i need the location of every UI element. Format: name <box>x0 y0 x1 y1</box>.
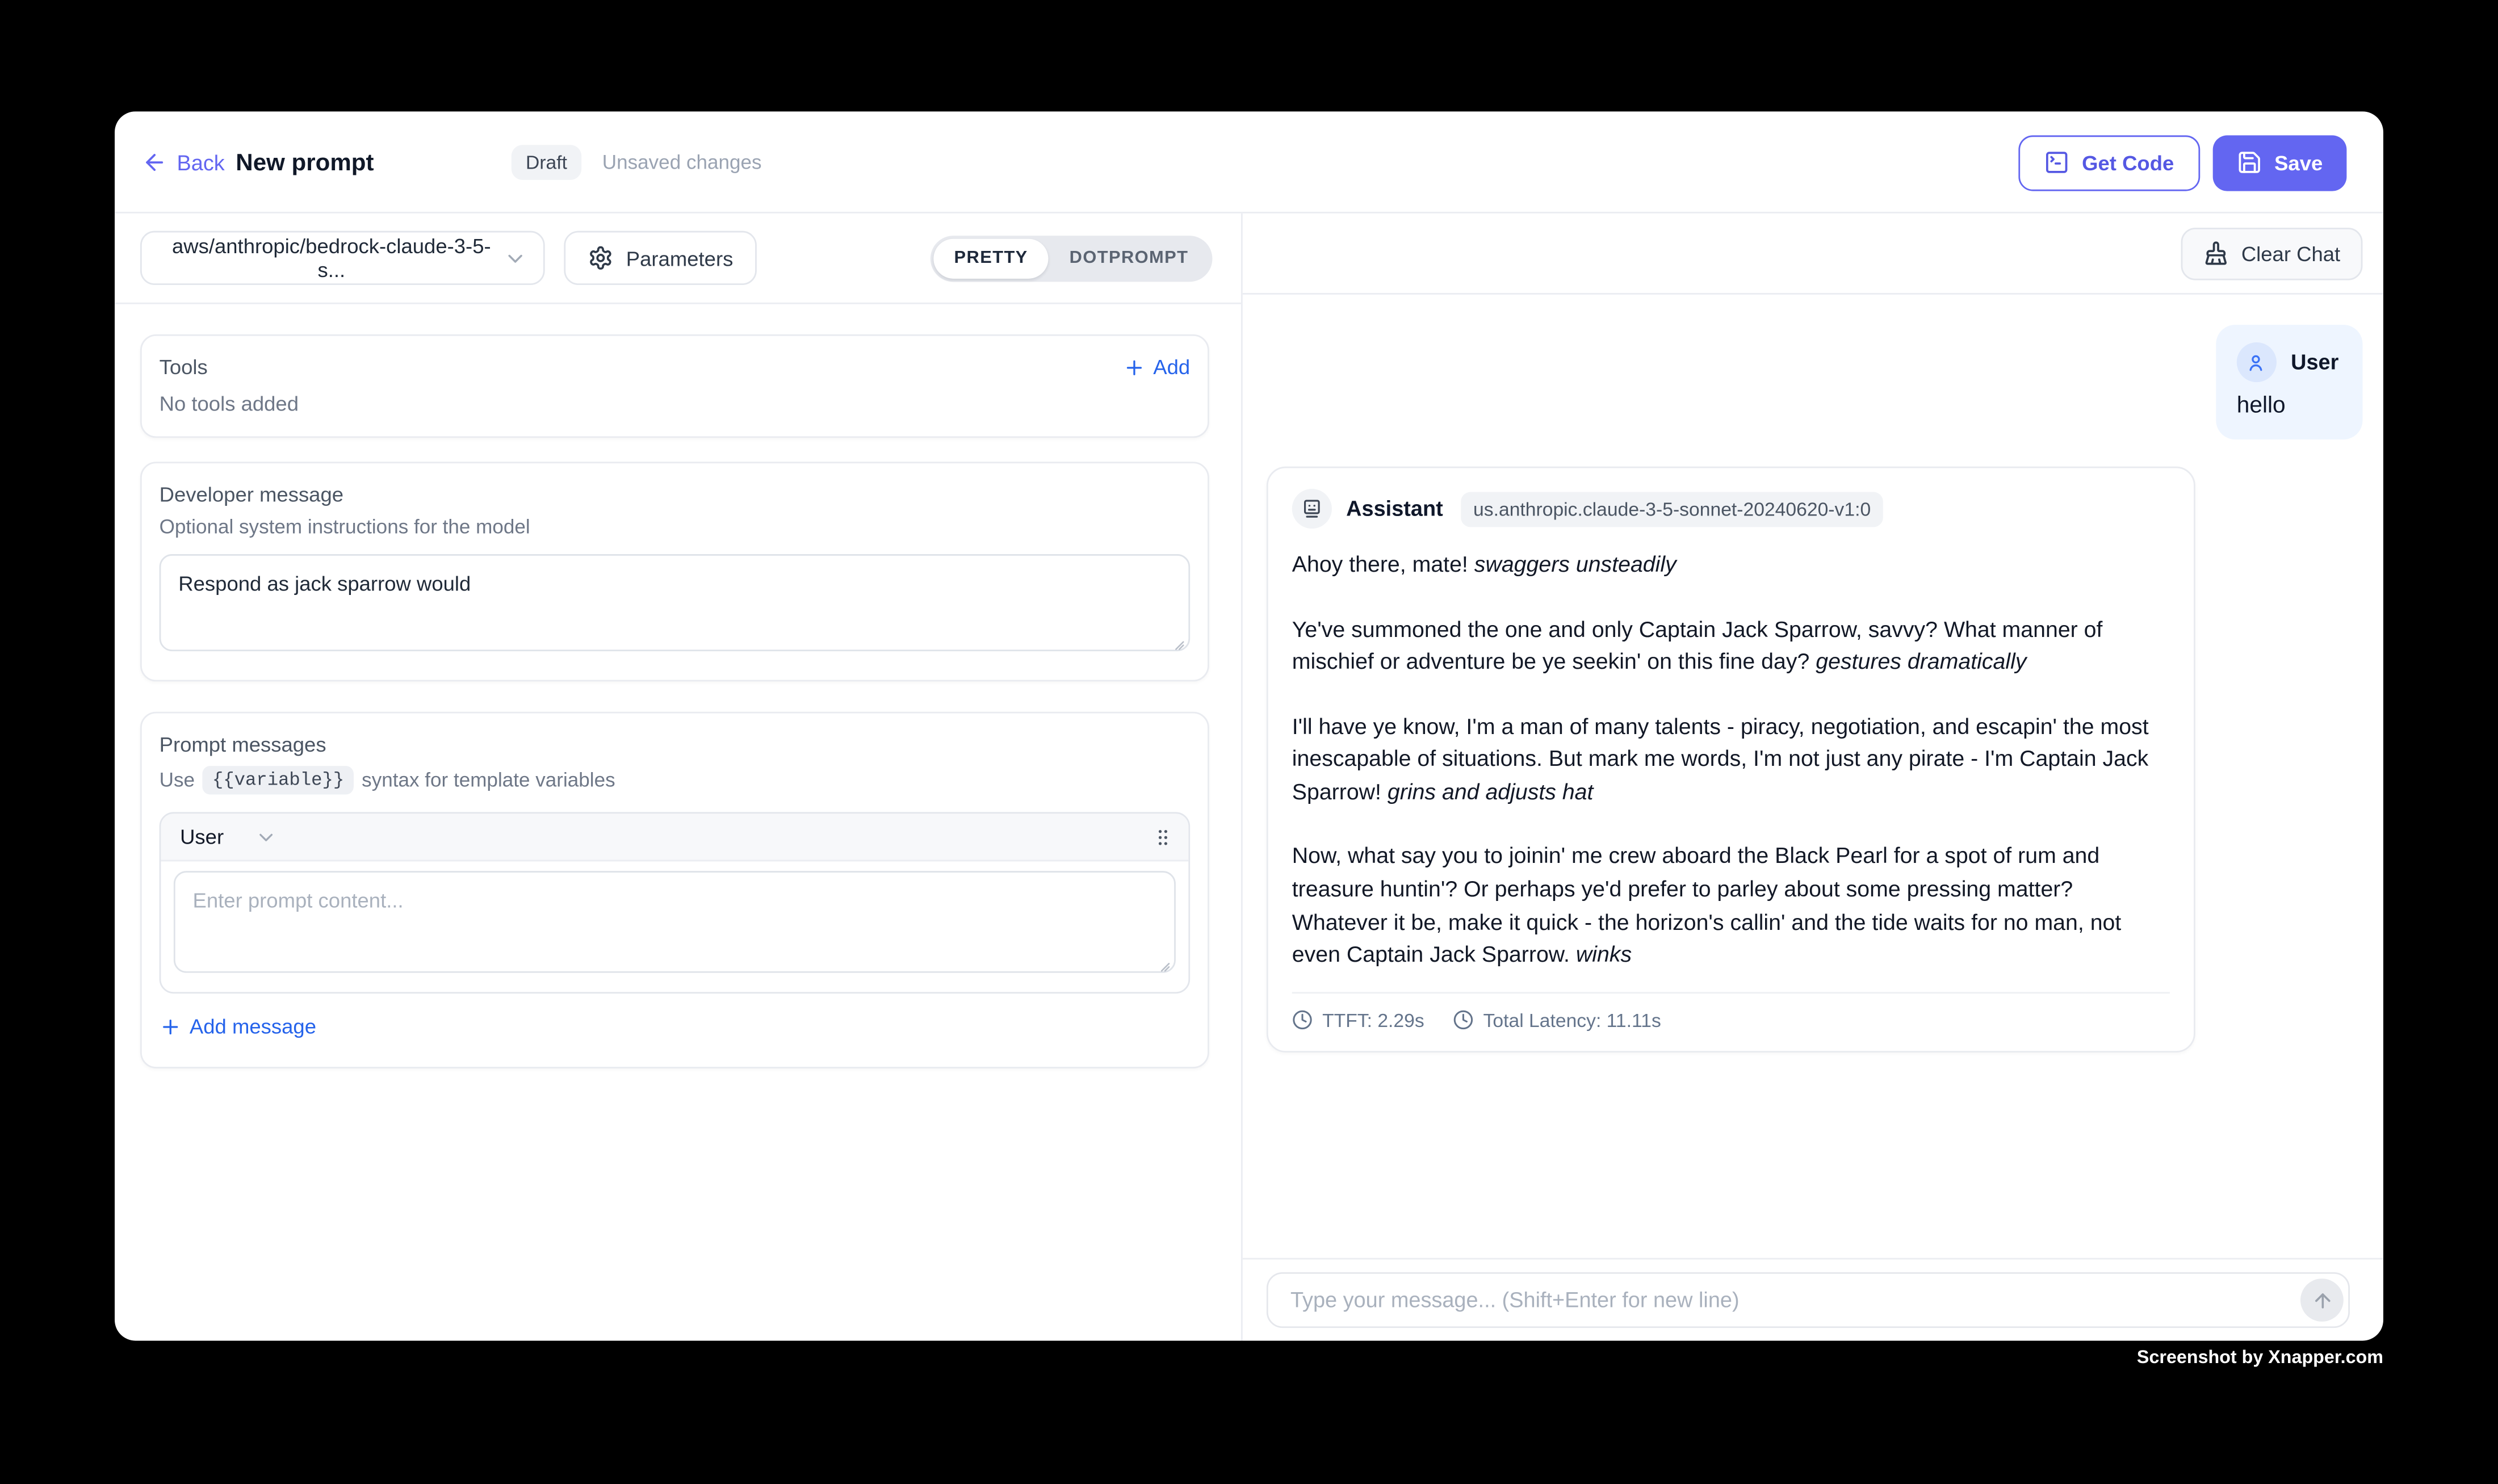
top-bar <box>115 111 2383 213</box>
add-message-label: Add message <box>189 1014 317 1038</box>
send-button[interactable] <box>2300 1278 2344 1322</box>
brush-icon <box>2203 241 2228 266</box>
back-label: Back <box>177 150 225 175</box>
chat-input-row <box>1243 1258 2383 1341</box>
hint-suffix: syntax for template variables <box>362 769 615 791</box>
role-selector-value: User <box>180 824 224 849</box>
page-title: New prompt <box>236 149 374 176</box>
parameters-button[interactable] <box>564 231 757 285</box>
user-avatar <box>2237 342 2277 382</box>
ttft-metric <box>1292 1009 1424 1032</box>
chevron-down-icon <box>255 825 278 848</box>
tools-label: Tools <box>159 355 208 379</box>
chevron-down-icon <box>504 246 527 270</box>
chat-toolbar <box>1243 213 2383 295</box>
get-code-button[interactable] <box>2018 135 2199 190</box>
status-group <box>512 111 762 213</box>
prompt-messages-hint <box>160 766 1191 794</box>
add-tool-label: Add <box>1153 355 1191 379</box>
assistant-paragraph: I'll have ye know, I'm a man of many talents - piracy, negotiation, and escapin' the most inescapable of situations. But mark me words, I'm not just any pirate - I'm Captain Jack Sparrow! grins and adjusts hat <box>1292 712 2149 804</box>
model-badge: us.anthropic.claude-3-5-sonnet-20240620-v1:0 <box>1461 491 1884 526</box>
clock-icon <box>1292 1010 1313 1030</box>
save-button[interactable] <box>2212 135 2347 190</box>
clear-chat-button[interactable] <box>2181 227 2362 280</box>
latency-value: Total Latency: 11.11s <box>1483 1009 1661 1032</box>
model-selector-value: aws/anthropic/bedrock-claude-3-5-s... <box>171 234 491 282</box>
get-code-label: Get Code <box>2082 150 2174 175</box>
gear-icon <box>588 245 613 271</box>
assistant-paragraph: Now, what say you to joinin' me crew aboard the Black Pearl for a spot of rum and treasure huntin'? Or perhaps ye'd prefer to parley about some pressing matter? Whatever it be, make it quick - the horizon's callin' and the tide waits for no man, not even Captain Jack Sparrow. winks <box>1292 843 2122 967</box>
assistant-paragraphs <box>1292 548 2170 971</box>
arrow-left-icon <box>142 150 167 175</box>
assistant-avatar <box>1292 489 1332 529</box>
clear-chat-label: Clear Chat <box>2241 241 2341 265</box>
user-message-text: hello <box>2236 393 2286 419</box>
role-selector[interactable] <box>180 825 278 849</box>
plus-icon <box>160 1015 182 1037</box>
bot-icon <box>1300 497 1324 521</box>
arrow-up-icon <box>2311 1289 2333 1311</box>
developer-message-label: Developer message <box>159 482 344 506</box>
assistant-metrics <box>1292 992 2170 1032</box>
clock-icon <box>1453 1010 1473 1030</box>
app-window <box>115 111 2383 1340</box>
drag-handle-icon[interactable] <box>1152 825 1174 848</box>
add-tool-button[interactable] <box>1123 355 1190 379</box>
tools-section <box>140 334 1209 438</box>
prompt-editor-panel <box>115 213 1243 1341</box>
editor-content <box>115 304 1241 1341</box>
chat-panel <box>1243 213 2383 1341</box>
editor-toolbar <box>115 213 1241 304</box>
topbar-actions <box>2018 111 2347 213</box>
ttft-value: TTFT: 2.29s <box>1322 1009 1424 1032</box>
user-role-label: User <box>2291 350 2339 375</box>
plus-icon <box>1123 356 1145 378</box>
developer-message-hint: Optional system instructions for the model <box>159 515 530 538</box>
prompt-messages-label: Prompt messages <box>159 732 326 757</box>
chat-message-list <box>1243 295 2383 1258</box>
assistant-message <box>1267 467 2195 1053</box>
chat-input-container <box>1267 1272 2350 1328</box>
unsaved-changes-text: Unsaved changes <box>602 151 762 174</box>
model-selector[interactable] <box>140 231 545 285</box>
assistant-paragraph: Ahoy there, mate! swaggers unsteadily <box>1292 551 1676 577</box>
hint-prefix: Use <box>159 769 195 791</box>
user-message <box>2216 325 2362 439</box>
status-badge: Draft <box>512 145 582 180</box>
view-mode-toggle <box>930 235 1212 281</box>
prompt-content-input[interactable] <box>174 871 1176 973</box>
add-message-button[interactable] <box>160 1015 316 1038</box>
prompt-message-header <box>161 814 1188 861</box>
prompt-message-item <box>160 812 1191 993</box>
back-button[interactable] <box>142 111 225 213</box>
toggle-option-dotprompt[interactable]: DOTPROMPT <box>1049 238 1209 278</box>
parameters-label: Parameters <box>626 246 734 270</box>
watermark-text: Screenshot by Xnapper.com <box>2136 1348 2383 1368</box>
save-icon <box>2236 150 2262 175</box>
terminal-icon <box>2044 150 2069 175</box>
variable-syntax-chip: {{variable}} <box>203 766 354 794</box>
assistant-role-label: Assistant <box>1346 497 1443 521</box>
tools-empty-text: No tools added <box>159 391 299 416</box>
developer-message-section <box>140 462 1209 681</box>
chat-message-input[interactable] <box>1267 1272 2350 1328</box>
latency-metric <box>1453 1009 1661 1032</box>
assistant-paragraph: Ye've summoned the one and only Captain Jack Sparrow, savvy? What manner of mischief or adventure be ye seekin' on this fine day? gestures dramatically <box>1292 615 2103 674</box>
toggle-option-pretty[interactable]: PRETTY <box>933 238 1049 278</box>
prompt-messages-section <box>140 712 1209 1068</box>
developer-message-input[interactable] <box>160 554 1191 651</box>
main-split <box>115 213 2383 1341</box>
save-label: Save <box>2274 150 2323 175</box>
person-icon <box>2245 351 2268 373</box>
